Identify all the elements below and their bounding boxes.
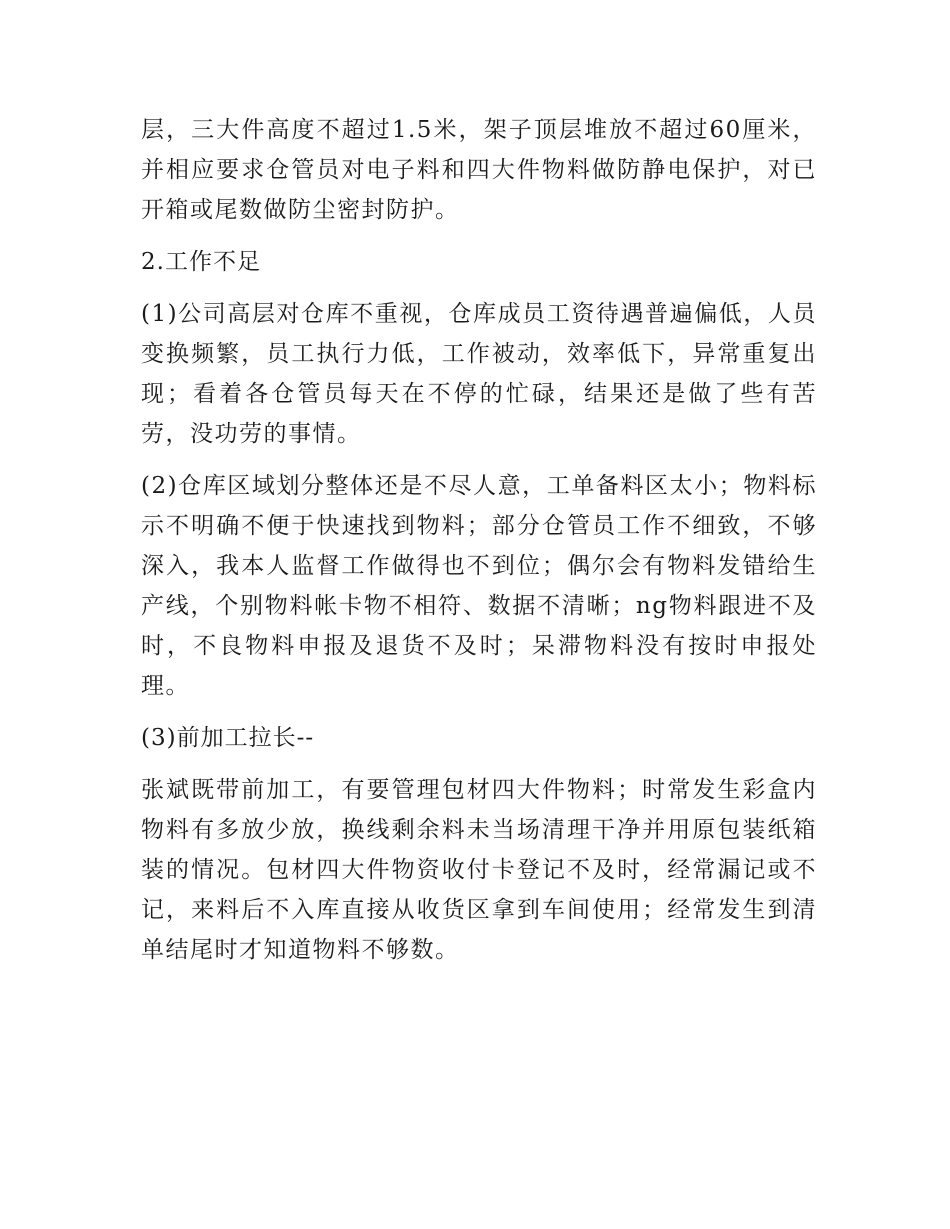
paragraph-shortcoming-2: (2)仓库区域划分整体还是不尽人意，工单备料区太小；物料标示不明确不便于快速找到物料；部分仓管员工作不细致，不够深入，我本人监督工作做得也不到位；偶尔会有物料发错给生产线，个别物料帐卡物不相符、数据不清晰；ng物料跟进不及时，不良物料申报及退货不及时；呆滞物料没有按时申报处理。	[141, 473, 817, 699]
section-heading-work-shortcomings: 2.工作不足	[141, 249, 261, 275]
subheading-pre-processing-leader: (3)前加工拉长--	[141, 725, 315, 751]
paragraph-shortcoming-1: (1)公司高层对仓库不重视，仓库成员工资待遇普遍偏低，人员变换频繁，员工执行力低，工作被动，效率低下，异常重复出现；看着各仓管员每天在不停的忙碌，结果还是做了些有苦劳，没功劳的事情。	[141, 301, 817, 447]
paragraph-shortcoming-3: 张斌既带前加工，有要管理包材四大件物料；时常发生彩盒内物料有多放少放，换线剩余料未当场清理干净并用原包装纸箱装的情况。包材四大件物资收付卡登记不及时，经常漏记或不记，来料后不入库直接从收货区拿到车间使用；经常发生到清单结尾时才知道物料不够数。	[141, 777, 817, 963]
paragraph-storage-rules: 层，三大件高度不超过1.5米，架子顶层堆放不超过60厘米，并相应要求仓管员对电子料和四大件物料做防静电保护，对已开箱或尾数做防尘密封防护。	[141, 117, 817, 223]
document-page	[141, 110, 817, 982]
